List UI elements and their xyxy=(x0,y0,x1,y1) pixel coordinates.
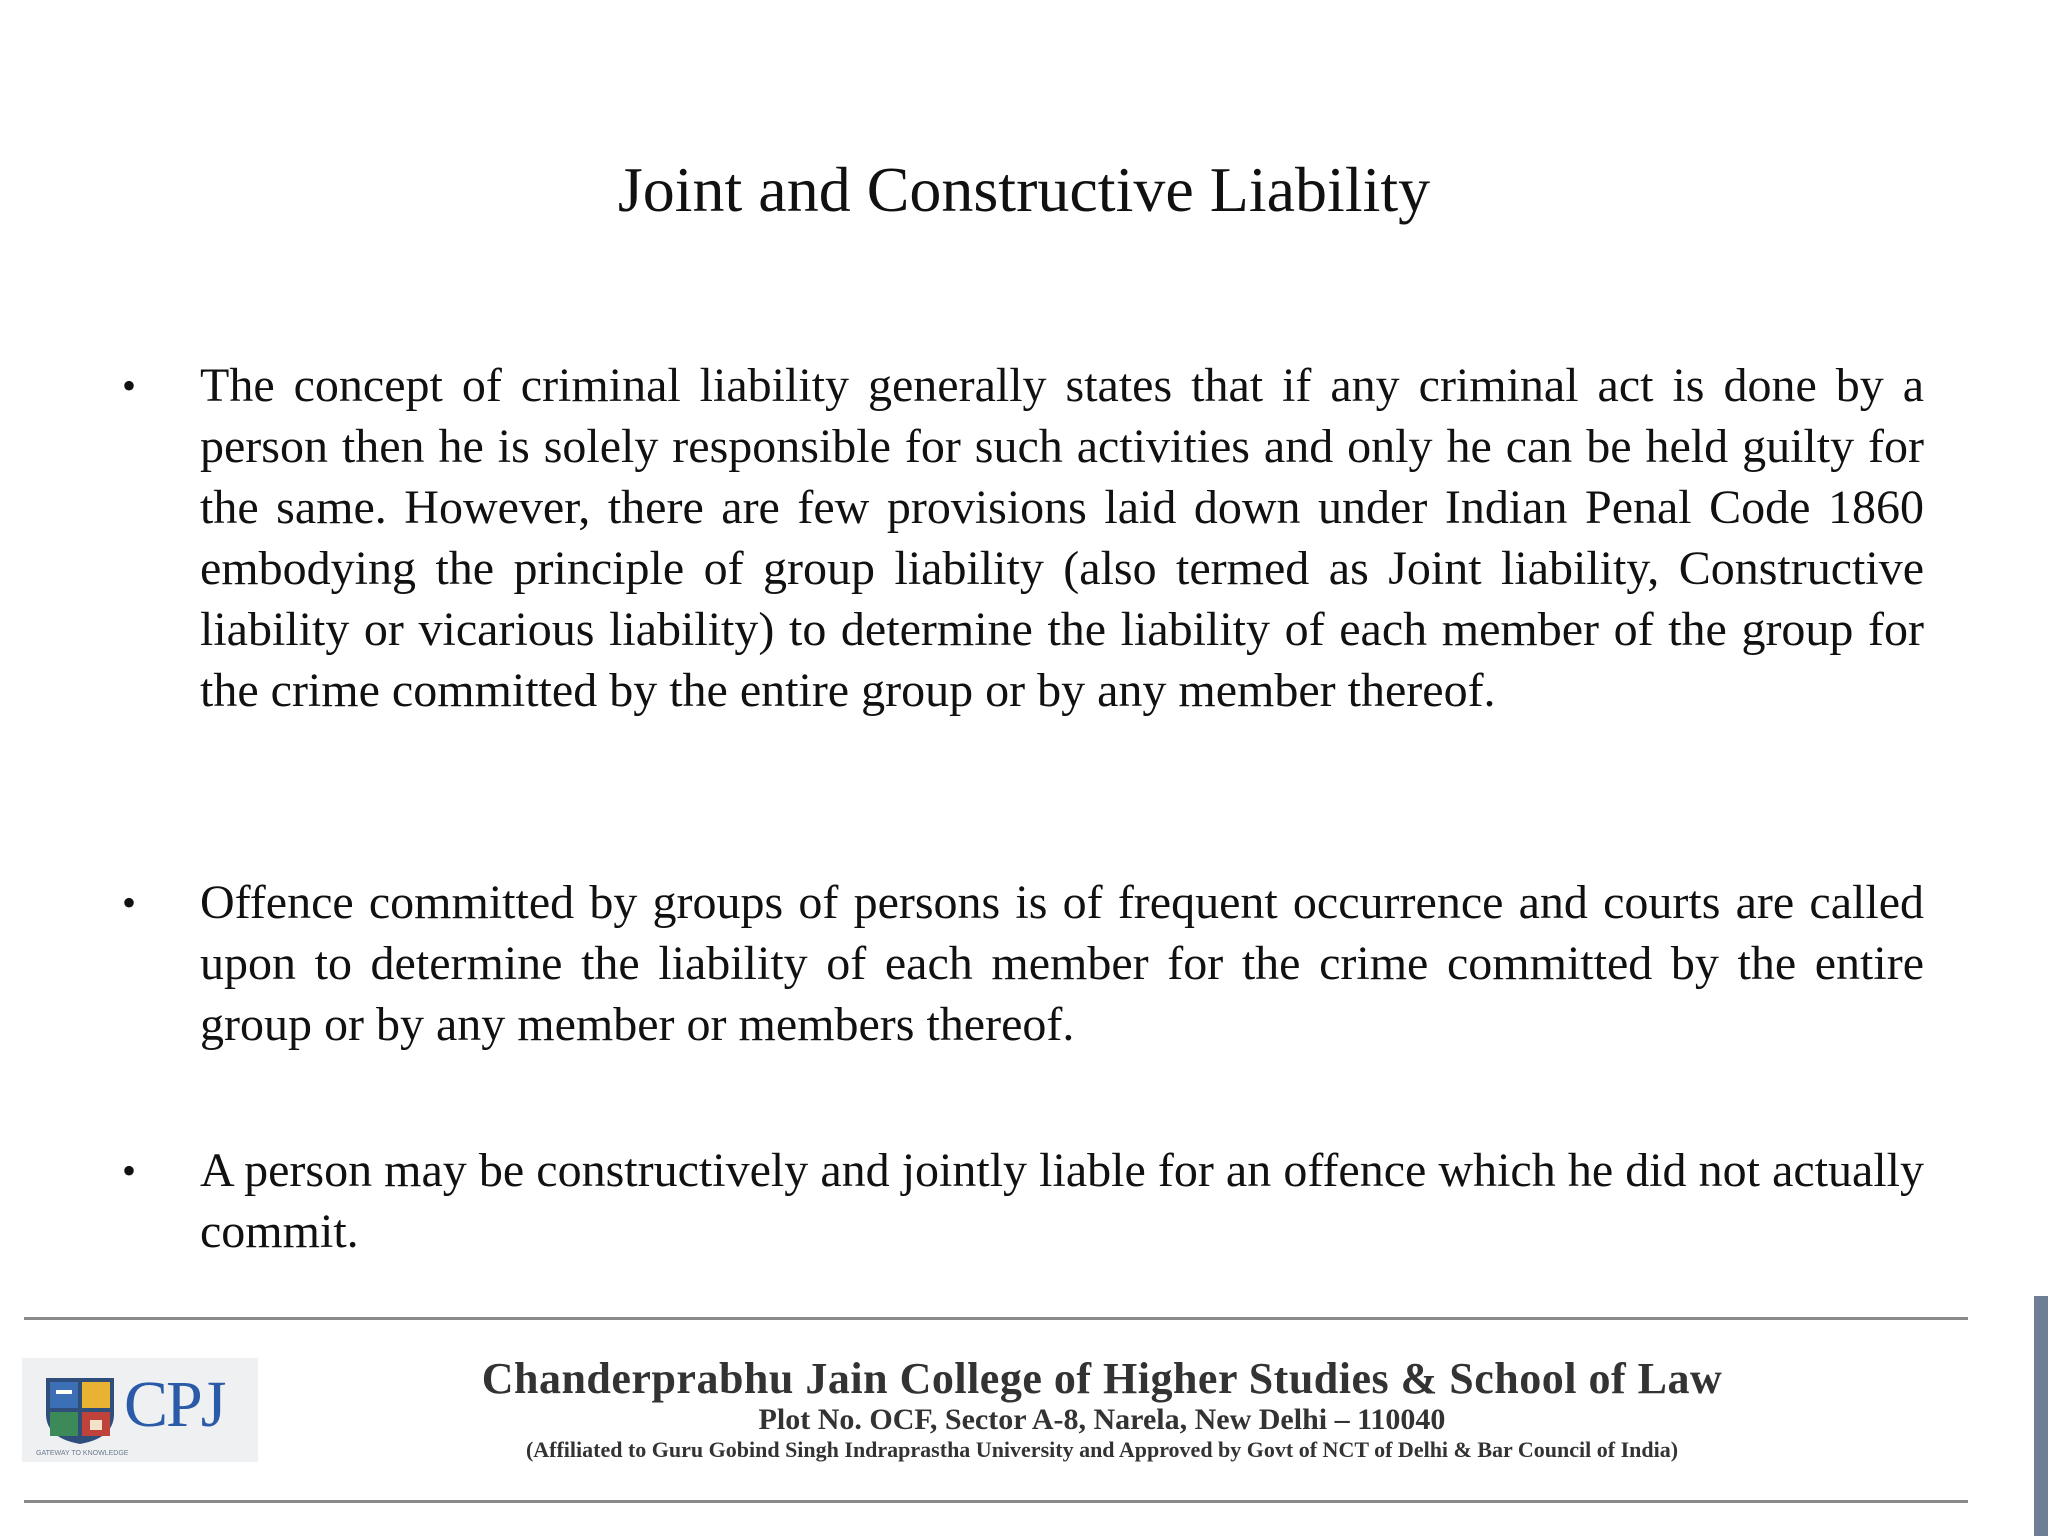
scrollbar-edge xyxy=(2034,1296,2048,1536)
bullet-dot-icon: • xyxy=(122,880,137,925)
college-name: Chanderprabhu Jain College of Higher Studies & School of Law xyxy=(481,1354,1723,1403)
logo-text: CPJ xyxy=(124,1368,225,1441)
bullet-text: The concept of criminal liability generally states that if any criminal act is done by a person then he is solely responsible for such activities and only he can be held guilty for the same. However, there are few provisions laid down under Indian Penal Code 1860 embodying the principle of group liability (also termed as Joint liability, Constructive liability or vicarious liability) to determine the liability of each member of the group for the crime committed by the entire group or by any member thereof. xyxy=(200,359,1924,717)
bullet-text: A person may be constructively and jointly liable for an offence which he did not actually commit. xyxy=(200,1144,1924,1258)
bullet-text: Offence committed by groups of persons is of frequent occurrence and courts are called upon to determine the liability of each member for the crime committed by the entire group or by any member or members thereof. xyxy=(200,876,1924,1051)
bullet-item xyxy=(122,355,1924,721)
shield-icon xyxy=(42,1374,118,1446)
footer-divider-top xyxy=(24,1317,1968,1320)
bullet-dot-icon: • xyxy=(122,1148,137,1193)
bullet-item xyxy=(122,872,1924,1055)
college-logo xyxy=(22,1358,258,1462)
slide-title: Joint and Constructive Liability xyxy=(617,154,1431,225)
bullet-item xyxy=(122,1140,1924,1262)
college-affiliation: (Affiliated to Guru Gobind Singh Indraprastha University and Approved by Govt of NCT of Delhi & Bar Council of India) xyxy=(525,1437,1679,1462)
logo-tagline: GATEWAY TO KNOWLEDGE xyxy=(36,1450,129,1457)
footer-divider-bottom xyxy=(24,1500,1968,1503)
bullet-dot-icon: • xyxy=(122,363,137,408)
college-address: Plot No. OCF, Sector A-8, Narela, New Delhi – 110040 xyxy=(758,1403,1446,1436)
